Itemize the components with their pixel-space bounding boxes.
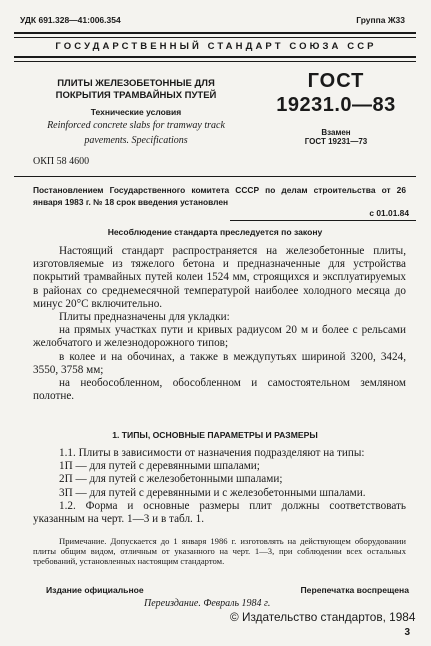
page-number: 3 [404, 627, 410, 638]
intro-body [33, 245, 406, 403]
title-ru-line1: ПЛИТЫ ЖЕЛЕЗОБЕТОННЫЕ ДЛЯ [57, 78, 215, 89]
effective-date: с 01.01.84 [369, 208, 409, 218]
replace-value: ГОСТ 19231—73 [304, 137, 368, 146]
type-item: 3П — для путей с деревянными и с железобетонными шпалами. [59, 486, 366, 499]
paragraph: Плиты предназначены для укладки: [59, 311, 230, 324]
gost-box [276, 70, 396, 146]
paragraph: 1.2. Форма и основные размеры плит должны соответствовать указанным на черт. 1—3 и в табл. 1. [33, 499, 406, 526]
top-rule [14, 32, 416, 38]
title-ru-line2: ПОКРЫТИЯ ТРАМВАЙНЫХ ПУТЕЙ [55, 90, 217, 101]
separator [230, 220, 416, 221]
paragraph: в колее и на обочинах, а также в междупутьях шириной 3200, 3424, 3550, 3758 мм; [33, 350, 406, 376]
note [33, 536, 406, 566]
paragraph: 1.1. Плиты в зависимости от назначения подразделяют на типы: [59, 447, 365, 459]
official-edition: Издание официальное [46, 585, 144, 595]
banner-rule [14, 56, 416, 62]
gost-number: 19231.0—83 [276, 94, 396, 116]
title-block [38, 78, 234, 147]
type-item: 2П — для путей с железобетонными шпалами; [59, 473, 283, 486]
type-item: 1П — для путей с деревянными шпалами; [59, 460, 260, 473]
note-text: Примечание. Допускается до 1 января 1986 г. изготовлять на действующем оборудовании плиты общим видом, отличным от указанного на черт. 1—3, при соблюдении всех остальных требований, установленных настоящим стандартом. [33, 536, 406, 566]
reissue-note: Переиздание. Февраль 1984 г. [144, 598, 271, 609]
title-en-line2: pavements. Specifications [84, 135, 188, 146]
gost-word: ГОСТ [307, 70, 365, 92]
separator [14, 176, 416, 177]
replace-label: Взамен [321, 128, 351, 137]
copyright: © Издательство стандартов, 1984 [230, 610, 416, 624]
okp-code: ОКП 58 4600 [33, 156, 90, 167]
standard-banner: ГОСУДАРСТВЕННЫЙ СТАНДАРТ СОЮЗА ССР [55, 41, 377, 52]
paragraph: Настоящий стандарт распространяется на железобетонные плиты, изготовляемые из тяжелого бетона и предназначенные для устройства покрытий трамвайных путей колеи 1524 мм, строящихся и эксплуатируемых в районах со среднемесячной температурой наиболее холодного месяца до минус 20°С включительно. [33, 245, 406, 310]
no-reprint: Перепечатка воспрещена [300, 585, 409, 595]
paragraph: на необособленном, обособленном и самостоятельном земляном полотне. [33, 377, 406, 403]
paragraph: на прямых участках пути и кривых радиусом 20 м и более с рельсами желобчатого и железнодорожного типов; [33, 324, 406, 350]
section-body [33, 447, 406, 526]
non-observance-note: Несоблюдение стандарта преследуется по закону [107, 227, 323, 237]
decree-text: Постановлением Государственного комитета СССР по делам строительства от 26 января 1983 г. № 18 срок введения установлен [33, 185, 406, 207]
section-heading: 1. ТИПЫ, ОСНОВНЫЕ ПАРАМЕТРЫ И РАЗМЕРЫ [112, 430, 318, 440]
subtitle: Технические условия [90, 107, 182, 117]
udk-code: УДК 691.328—41:006.354 [20, 15, 121, 25]
group-code: Группа Ж33 [356, 15, 405, 25]
title-en-line1: Reinforced concrete slabs for tramway track [47, 120, 225, 131]
